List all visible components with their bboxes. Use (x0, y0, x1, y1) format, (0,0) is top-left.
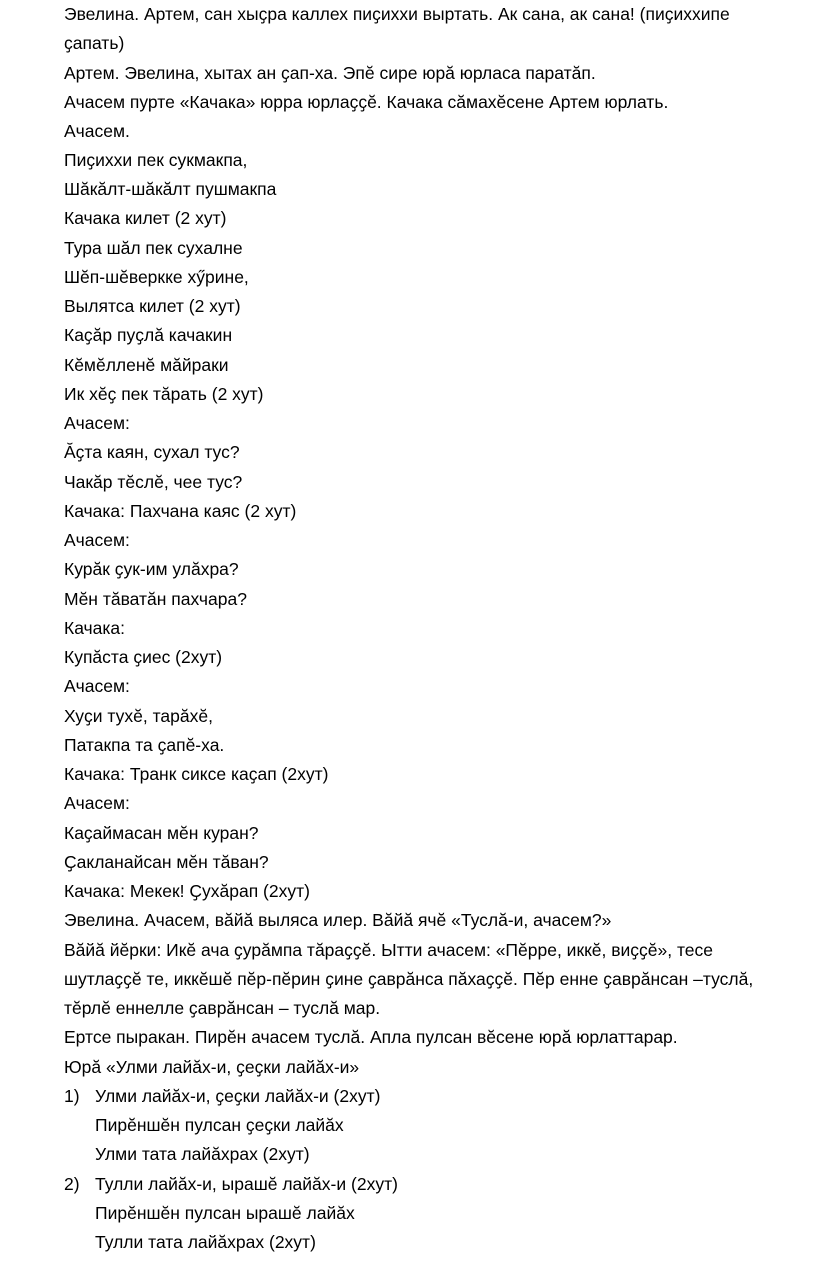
text-line: Ачасем: (64, 530, 130, 550)
text-line: Ҫакланайсан мӗн тӑван? (64, 852, 269, 872)
text-line: Ӑҫта каян, сухал тус? (64, 442, 240, 462)
text-line: Ачасем. (64, 121, 130, 141)
text-line: Хуҫи тухӗ, тарӑхӗ, (64, 706, 213, 726)
text-line: Артем. Эвелина, хытах ан ҫап-ха. Эпӗ сире юрӑ юрласа паратӑп. (64, 63, 596, 83)
list-item-sub: Пирӗншӗн пулсан ырашӗ лайӑх (95, 1203, 355, 1223)
text-line: Ачасем пурте «Качака» юрра юрлаҫҫӗ. Качака сӑмахӗсене Артем юрлать. (64, 92, 669, 112)
text-line: Ачасем: (64, 413, 130, 433)
list-item-lead (64, 1172, 398, 1196)
text-line: Каҫӑр пуҫлӑ качакин (64, 325, 233, 345)
text-line: Купӑста ҫиес (2хут) (64, 647, 223, 667)
list-item-sub: Улми тата лайӑхрах (2хут) (95, 1144, 310, 1164)
text-line: Патакпа та ҫапӗ-ха. (64, 735, 225, 755)
text-line: Курӑк ҫук-им улӑхра? (64, 559, 239, 579)
text-line: ҫапать) (64, 33, 125, 53)
text-line: Ачасем: (64, 793, 130, 813)
text-line: Качака: Транк сиксе каҫап (2хут) (64, 764, 329, 784)
text-line: Тура шӑл пек сухалне (64, 238, 243, 258)
text-line: Вылятса килет (2 хут) (64, 296, 241, 316)
text-line: Эвелина. Артем, сан хыҫра каллех пиҫиххи выртать. Ак сана, ак сана! (пиҫиххипе (64, 4, 730, 24)
list-item-sub: Пирӗншӗн пулсан ҫеҫки лайӑх (95, 1115, 344, 1135)
text-line: Юрӑ «Улми лайӑх-и, ҫеҫки лайӑх-и» (64, 1057, 360, 1077)
text-line: Каҫаймасан мӗн куран? (64, 823, 259, 843)
text-line: Вӑйӑ йӗрки: Икӗ ача ҫурӑмпа тӑраҫҫӗ. Ытти ачасем: «Пӗрре, иккӗ, виҫҫӗ», тесе (64, 940, 714, 960)
text-line: Качака: (64, 618, 126, 638)
text-line: Чакӑр тӗслӗ, чее тус? (64, 472, 243, 492)
text-line: Шӑкӑлт-шӑкӑлт пушмакпа (64, 179, 277, 199)
text-line: Ик хӗҫ пек тӑрать (2 хут) (64, 384, 264, 404)
list-item-sub: Тулли тата лайӑхрах (2хут) (95, 1232, 316, 1252)
text-line: Качака: Пахчана каяс (2 хут) (64, 501, 297, 521)
text-line: Эвелина. Ачасем, вӑйӑ выляса илер. Вӑйӑ ячӗ «Туслӑ-и, ачасем?» (64, 910, 612, 930)
text-line: Мӗн тӑватӑн пахчара? (64, 589, 247, 609)
text-line: Шӗп-шӗверкке хӳрине, (64, 267, 249, 287)
text-line: Ертсе пыракан. Пирӗн ачасем туслӑ. Апла пулсан вӗсене юрӑ юрлаттарар. (64, 1027, 678, 1047)
list-marker: 1) (64, 1086, 80, 1106)
text-line: Пиҫиххи пек сукмакпа, (64, 150, 248, 170)
list-marker: 2) (64, 1174, 80, 1194)
list-item-text: Тулли лайӑх-и, ырашӗ лайӑх-и (2хут) (95, 1174, 398, 1194)
text-line: Качака: Мекек! Ҫухӑрап (2хут) (64, 881, 310, 901)
list-item-text: Улми лайӑх-и, ҫеҫки лайӑх-и (2хут) (95, 1086, 381, 1106)
text-line: шутлаҫҫӗ те, иккӗшӗ пӗр-пӗрин ҫине ҫаврӑнса пӑхаҫҫӗ. Пӗр енне ҫаврӑнсан –туслӑ, (64, 969, 754, 989)
text-line: Ачасем: (64, 676, 130, 696)
text-line: Кӗмӗлленӗ мӑйраки (64, 355, 229, 375)
text-line: Качака килет (2 хут) (64, 208, 227, 228)
list-item-lead (64, 1084, 380, 1108)
text-line: тӗрлӗ еннелле ҫаврӑнсан – туслӑ мар. (64, 998, 381, 1018)
